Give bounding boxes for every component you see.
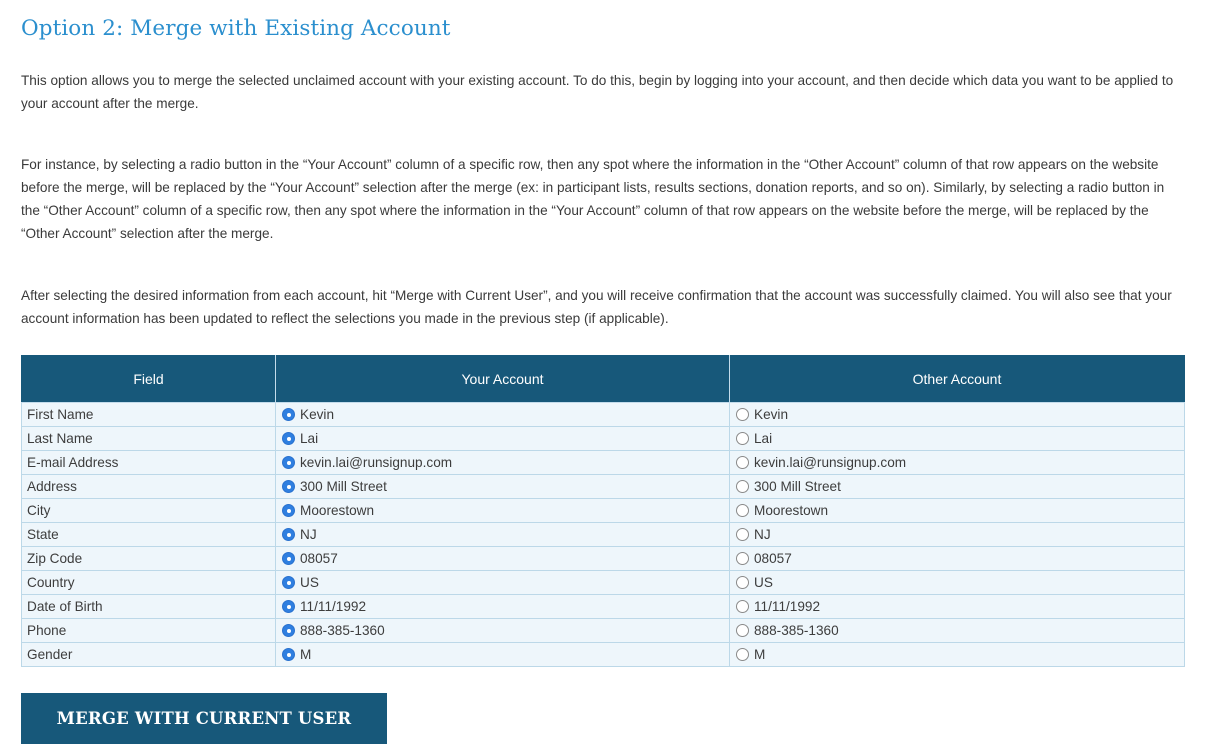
merge-with-current-user-button[interactable]: MERGE WITH CURRENT USER — [21, 693, 387, 744]
column-header-field: Field — [22, 356, 276, 403]
other-account-cell — [730, 499, 1185, 523]
other-account-option[interactable] — [735, 623, 1184, 638]
other-account-radio[interactable] — [736, 624, 749, 637]
table-row — [22, 643, 1185, 667]
option-value: 300 Mill Street — [754, 479, 841, 494]
option-value: Lai — [300, 431, 319, 446]
table-row — [22, 547, 1185, 571]
option-value: 11/11/1992 — [300, 599, 367, 614]
intro-paragraph: This option allows you to merge the selected unclaimed account with your existing account. To do this, begin by logging into your account, and then decide which data you want to be applied to your account after the merge. — [21, 73, 1174, 111]
field-label: City — [22, 499, 276, 523]
confirmation-paragraph: After selecting the desired information from each account, hit “Merge with Current User”, and you will receive confirmation that the account was successfully claimed. You will also see that your account information has been updated to reflect the selections you made in the previous step (if applicable). — [21, 288, 1172, 326]
other-account-option[interactable] — [735, 503, 1184, 518]
other-account-option[interactable] — [735, 575, 1184, 590]
field-label: Last Name — [22, 427, 276, 451]
your-account-cell — [276, 547, 730, 571]
other-account-radio[interactable] — [736, 432, 749, 445]
other-account-option[interactable] — [735, 455, 1184, 470]
your-account-option[interactable] — [281, 455, 729, 470]
option-value: Moorestown — [754, 503, 829, 518]
option-value: Moorestown — [300, 503, 375, 518]
your-account-option[interactable] — [281, 623, 729, 638]
field-label: Gender — [22, 643, 276, 667]
field-label: Country — [22, 571, 276, 595]
other-account-option[interactable] — [735, 407, 1184, 422]
column-header-other-account: Other Account — [730, 356, 1185, 403]
your-account-option[interactable] — [281, 479, 729, 494]
option-value: 300 Mill Street — [300, 479, 387, 494]
your-account-option[interactable] — [281, 527, 729, 542]
other-account-option[interactable] — [735, 527, 1184, 542]
option-value: NJ — [754, 527, 771, 542]
other-account-cell — [730, 451, 1185, 475]
field-label: Phone — [22, 619, 276, 643]
option-value: Kevin — [754, 407, 789, 422]
option-value: Kevin — [300, 407, 335, 422]
option-value: M — [300, 647, 312, 662]
table-row — [22, 403, 1185, 427]
option-value: NJ — [300, 527, 317, 542]
your-account-cell — [276, 643, 730, 667]
table-header-row — [22, 356, 1185, 403]
other-account-cell — [730, 571, 1185, 595]
other-account-radio[interactable] — [736, 528, 749, 541]
option-value: kevin.lai@runsignup.com — [300, 455, 453, 470]
other-account-cell — [730, 403, 1185, 427]
your-account-radio[interactable] — [282, 624, 295, 637]
other-account-option[interactable] — [735, 479, 1184, 494]
other-account-cell — [730, 595, 1185, 619]
other-account-option[interactable] — [735, 431, 1184, 446]
table-row — [22, 571, 1185, 595]
other-account-cell — [730, 643, 1185, 667]
other-account-radio[interactable] — [736, 648, 749, 661]
your-account-radio[interactable] — [282, 576, 295, 589]
field-label: E-mail Address — [22, 451, 276, 475]
your-account-option[interactable] — [281, 503, 729, 518]
other-account-radio[interactable] — [736, 480, 749, 493]
your-account-radio[interactable] — [282, 432, 295, 445]
other-account-radio[interactable] — [736, 504, 749, 517]
other-account-radio[interactable] — [736, 576, 749, 589]
field-label: Date of Birth — [22, 595, 276, 619]
column-header-your-account: Your Account — [276, 356, 730, 403]
table-row — [22, 499, 1185, 523]
your-account-radio[interactable] — [282, 600, 295, 613]
other-account-cell — [730, 547, 1185, 571]
table-row — [22, 451, 1185, 475]
table-row — [22, 475, 1185, 499]
your-account-cell — [276, 451, 730, 475]
page-title: Option 2: Merge with Existing Account — [21, 16, 451, 41]
other-account-option[interactable] — [735, 647, 1184, 662]
your-account-cell — [276, 403, 730, 427]
your-account-cell — [276, 427, 730, 451]
your-account-option[interactable] — [281, 575, 729, 590]
table-row — [22, 427, 1185, 451]
option-value: US — [754, 575, 773, 590]
option-value: Lai — [754, 431, 773, 446]
other-account-cell — [730, 619, 1185, 643]
your-account-cell — [276, 619, 730, 643]
field-label: Zip Code — [22, 547, 276, 571]
your-account-radio[interactable] — [282, 480, 295, 493]
your-account-radio[interactable] — [282, 504, 295, 517]
your-account-option[interactable] — [281, 407, 729, 422]
option-value: 888-385-1360 — [300, 623, 385, 638]
your-account-cell — [276, 475, 730, 499]
your-account-radio[interactable] — [282, 552, 295, 565]
field-label: State — [22, 523, 276, 547]
your-account-radio[interactable] — [282, 648, 295, 661]
field-label: First Name — [22, 403, 276, 427]
your-account-option[interactable] — [281, 599, 729, 614]
other-account-option[interactable] — [735, 599, 1184, 614]
other-account-radio[interactable] — [736, 456, 749, 469]
your-account-cell — [276, 523, 730, 547]
your-account-radio[interactable] — [282, 528, 295, 541]
your-account-option[interactable] — [281, 551, 729, 566]
option-value: 888-385-1360 — [754, 623, 839, 638]
other-account-cell — [730, 427, 1185, 451]
instructions-paragraph: For instance, by selecting a radio button in the “Your Account” column of a specific row, then any spot where the information in the “Other Account” column of that row appears on the website before the merge, will be replaced by the “Your Account” selection after the merge (ex: in participant lists, results sections, donation reports, and so on). Similarly, by selecting a radio button in the “Other Account” column of a specific row, then any spot where the information in the “Your Account” column of that row appears on the website before the merge, will be replaced by the “Other Account” selection after the merge. — [21, 157, 1165, 241]
your-account-cell — [276, 571, 730, 595]
option-value: M — [754, 647, 766, 662]
table-row — [22, 619, 1185, 643]
field-label: Address — [22, 475, 276, 499]
other-account-option[interactable] — [735, 551, 1184, 566]
option-value: kevin.lai@runsignup.com — [754, 455, 907, 470]
other-account-radio[interactable] — [736, 552, 749, 565]
option-value: 08057 — [754, 551, 792, 566]
other-account-cell — [730, 475, 1185, 499]
your-account-option[interactable] — [281, 431, 729, 446]
option-value: 08057 — [300, 551, 338, 566]
merge-fields-table — [21, 355, 1185, 667]
your-account-cell — [276, 499, 730, 523]
table-row — [22, 523, 1185, 547]
your-account-cell — [276, 595, 730, 619]
your-account-radio[interactable] — [282, 456, 295, 469]
option-value: 11/11/1992 — [754, 599, 821, 614]
your-account-radio[interactable] — [282, 408, 295, 421]
other-account-radio[interactable] — [736, 600, 749, 613]
option-value: US — [300, 575, 319, 590]
other-account-radio[interactable] — [736, 408, 749, 421]
other-account-cell — [730, 523, 1185, 547]
table-row — [22, 595, 1185, 619]
your-account-option[interactable] — [281, 647, 729, 662]
